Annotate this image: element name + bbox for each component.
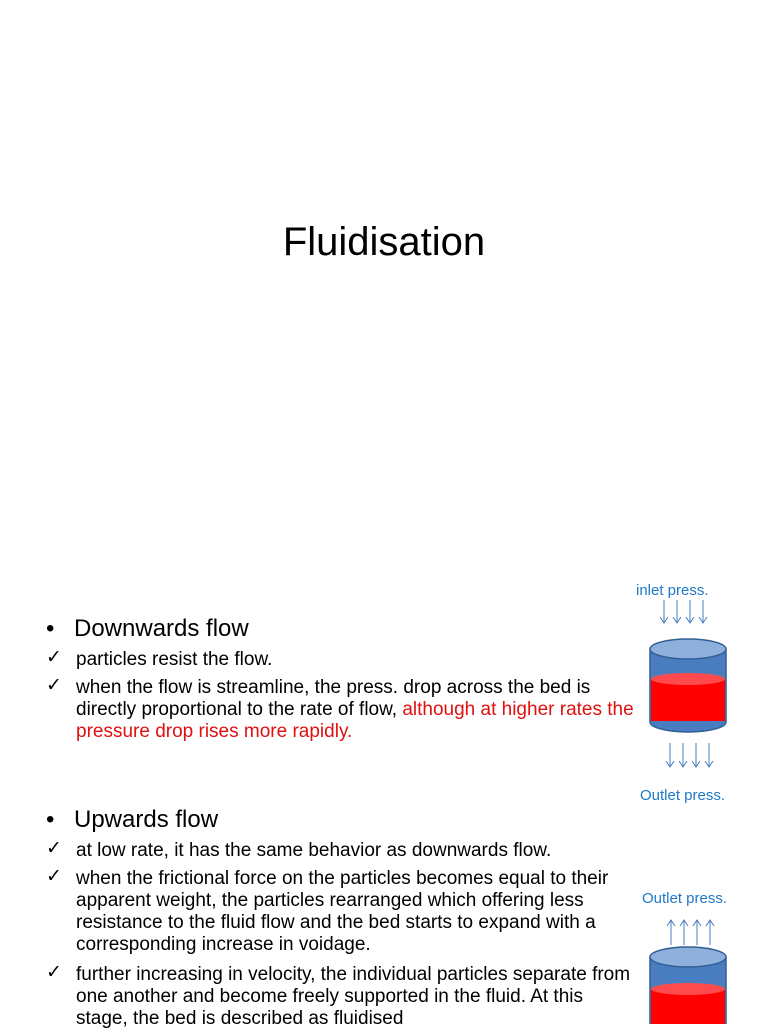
section-heading-upwards: • Upwards flow [46, 806, 219, 833]
list-item: ✓ when the frictional force on the particles becomes equal to their apparent weight, the particles rearranged which offering less resistance to the fluid flow and the bed starts to expand with a corresponding increase in voidage. [46, 866, 609, 955]
inlet-arrows-icon [660, 600, 707, 623]
outlet-arrows-icon [667, 920, 714, 945]
inlet-pressure-label: inlet press. [636, 582, 709, 599]
list-item: ✓ when the flow is streamline, the press. drop across the bed is directly proportional to the rate of flow, although at higher rates the pressure drop rises more rapidly. [46, 675, 634, 742]
outlet-pressure-label: Outlet press. [640, 787, 726, 804]
checkmark-icon: ✓ [46, 962, 62, 983]
checkmark-icon: ✓ [46, 838, 62, 859]
checkmark-icon: ✓ [46, 647, 62, 668]
outlet-pressure-label: Outlet press. [642, 890, 728, 907]
checkmark-icon: ✓ [46, 866, 62, 887]
list-item: ✓ further increasing in velocity, the individual particles separate from one another and become freely supported in the fluid. At this stage, the bed is described as fluidised [46, 962, 631, 1029]
checkmark-icon: ✓ [46, 675, 62, 696]
slide-title: Fluidisation [282, 220, 486, 264]
highlight-text: although at higher rates the pressure drop rises more rapidly. [76, 699, 634, 742]
list-item: ✓ particles resist the flow. [46, 647, 273, 670]
list-item: ✓ at low rate, it has the same behavior as downwards flow. [46, 838, 552, 861]
upward-flow-diagram [640, 915, 740, 1024]
outlet-arrows-icon [666, 743, 713, 767]
bed-icon [651, 679, 725, 721]
bullet-icon: • [46, 806, 55, 833]
downward-flow-diagram [640, 600, 740, 772]
section-heading-downwards: • Downwards flow [46, 615, 249, 642]
bullet-icon: • [46, 615, 55, 642]
